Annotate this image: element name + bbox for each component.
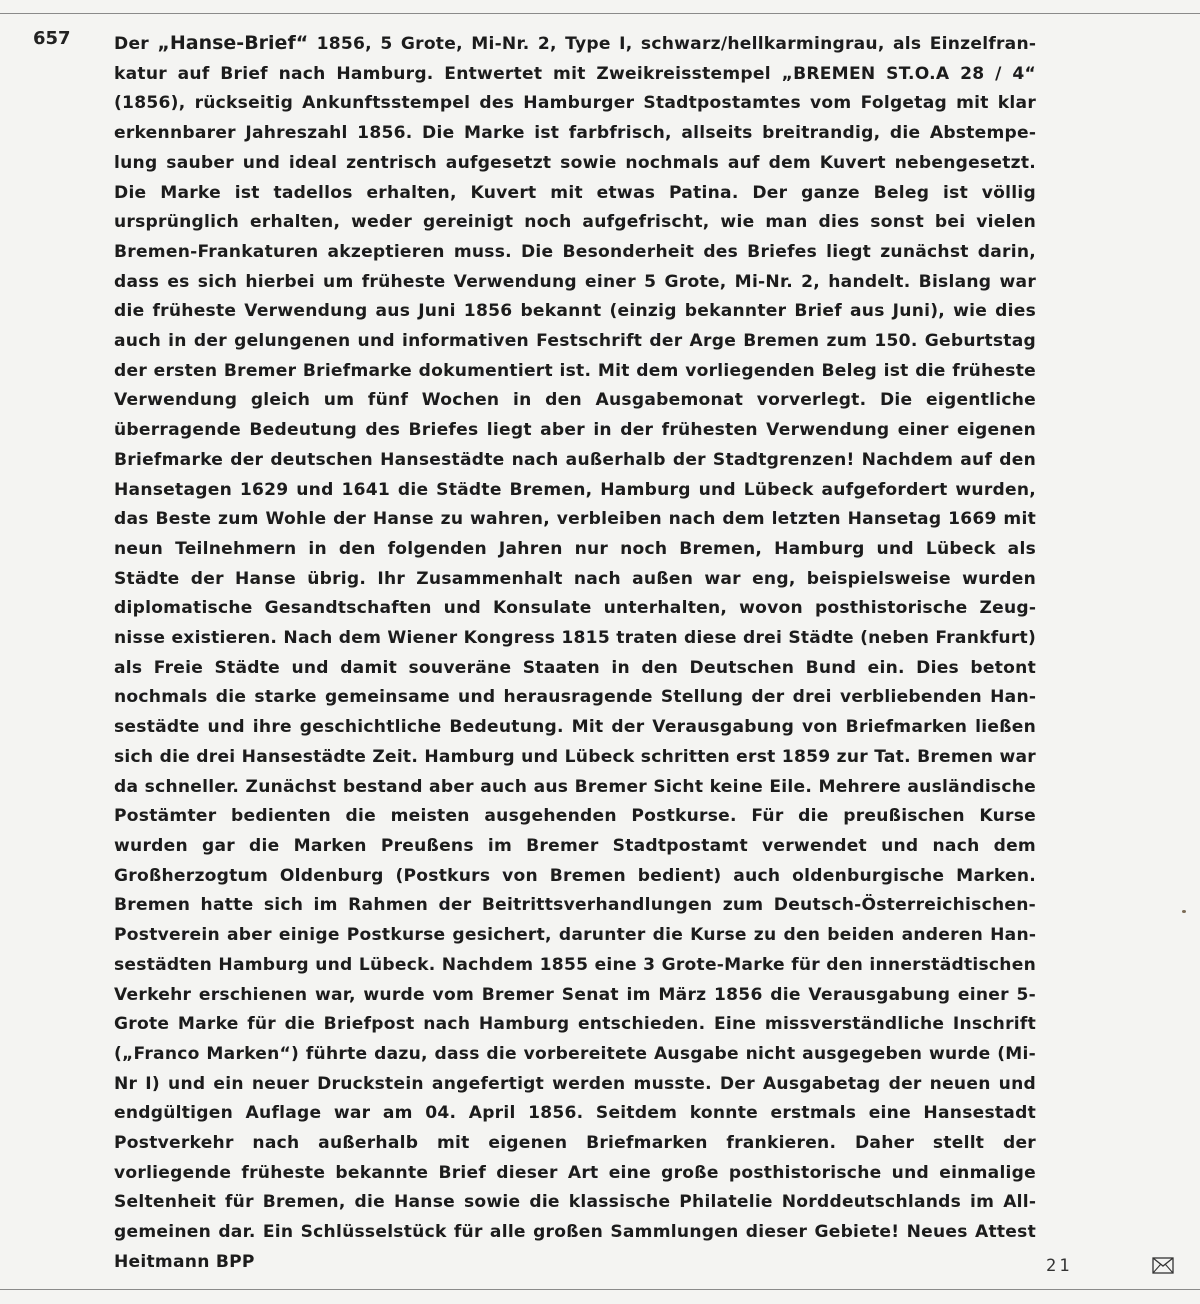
lot-description — [114, 29, 1036, 1278]
paper-speck — [1182, 910, 1186, 913]
envelope-icon[interactable] — [1152, 1257, 1174, 1274]
bottom-rule — [0, 1289, 1200, 1290]
description-title: „Hanse-Brief“ — [157, 32, 309, 54]
page-number: 21 — [1046, 1256, 1073, 1276]
top-rule — [0, 13, 1200, 14]
description-body: 1856, 5 Grote, Mi-Nr. 2, Type I, schwarz/hellkarmingrau, als Einzelfrankatur auf Brief nach Hamburg. Entwertet mit Zweikreisstempel „BREMEN ST.O.A 28 / 4“ (1856), rückseitig Ankunftsstempel des Hamburger Stadtpostamtes vom Folgetag mit klar erkennbarer Jahreszahl 1856. Die Marke ist farbfrisch, allseits breitrandig, die Abstempelung sauber und ideal zentrisch aufgesetzt sowie nochmals auf dem Kuvert nebengesetzt. Die Marke ist tadellos erhalten, Kuvert mit etwas Patina. Der ganze Beleg ist völlig ursprünglich erhalten, weder gereinigt noch aufgefrischt, wie man dies sonst bei vielen Bremen-Frankaturen akzeptieren muss. Die Besonderheit des Briefes liegt zunächst darin, dass es sich hierbei um früheste Verwendung einer 5 Grote, Mi-Nr. 2, handelt. Bislang war die früheste Verwendung aus Juni 1856 bekannt (einzig bekannter Brief aus Juni), wie dies auch in der gelungenen und informativen Festschrift der Arge Bremen zum 150. Geburtstag der ersten Bremer Briefmarke dokumentiert ist. Mit dem vorliegenden Beleg ist die früheste Verwendung gleich um fünf Wochen in den Ausgabemonat vorverlegt. Die eigentliche überragende Bedeutung des Briefes liegt aber in der frühesten Verwendung einer eigenen Briefmarke der deutschen Hansestädte nach außerhalb der Stadtgrenzen! Nachdem auf den Hansetagen 1629 und 1641 die Städte Bremen, Hamburg und Lübeck aufgefordert wurden, das Beste zum Wohle der Hanse zu wahren, verbleiben nach dem letzten Hansetag 1669 mit neun Teilnehmern in den folgenden Jahren nur noch Bremen, Hamburg und Lübeck als Städte der Hanse übrig. Ihr Zusammenhalt nach außen war eng, beispielsweise wurden diplomatische Gesandtschaften und Konsulate unterhalten, wovon posthistorische Zeugnisse existieren. Nach dem Wiener Kongress 1815 traten diese drei Städte (neben Frankfurt) als Freie Städte und damit souveräne Staaten in den Deutschen Bund ein. Dies betont nochmals die starke gemeinsame und herausragende Stellung der drei verbliebenden Hansestädte und ihre geschichtliche Bedeutung. Mit der Verausgabung von Briefmarken ließen sich die drei Hansestädte Zeit. Hamburg und Lübeck schritten erst 1859 zur Tat. Bremen war da schneller. Zunächst bestand aber auch aus Bremer Sicht keine Eile. Mehrere ausländische Postämter bedienten die meisten ausgehenden Postkurse. Für die preußischen Kurse wurden gar die Marken Preußens im Bremer Stadtpostamt verwendet und nach dem Großherzogtum Oldenburg (Postkurs von Bremen bedient) auch oldenburgische Marken. Bremen hatte sich im Rahmen der Beitrittsverhandlungen zum Deutsch-Österreichischen-Postverein aber einige Postkurse gesichert, darunter die Kurse zu den beiden anderen Hansestädten Hamburg und Lübeck. Nachdem 1855 eine 3 Grote-Marke für den innerstädtischen Verkehr erschienen war, wurde vom Bremer Senat im März 1856 die Verausgabung einer 5-Grote Marke für die Briefpost nach Hamburg entschieden. Eine missverständliche Inschrift („Franco Marken“) führte dazu, dass die vorbereitete Ausgabe nicht ausgegeben wurde (Mi-Nr I) und ein neuer Druckstein angefertigt werden musste. Der Ausgabetag der neuen und endgültigen Auflage war am 04. April 1856. Seitdem konnte erstmals eine Hansestadt Postverkehr nach außerhalb mit eigenen Briefmarken frankieren. Daher stellt der vorliegende früheste bekannte Brief dieser Art eine große posthistorische und einmalige Seltenheit für Bremen, die Hanse sowie die klassische Philatelie Norddeutschlands im Allgemeinen dar. Ein Schlüsselstück für alle großen Sammlungen dieser Gebiete! Neues Attest Heitmann BPP — [114, 34, 1036, 1272]
lot-number: 657 — [33, 28, 71, 49]
description-lead: Der — [114, 34, 158, 54]
